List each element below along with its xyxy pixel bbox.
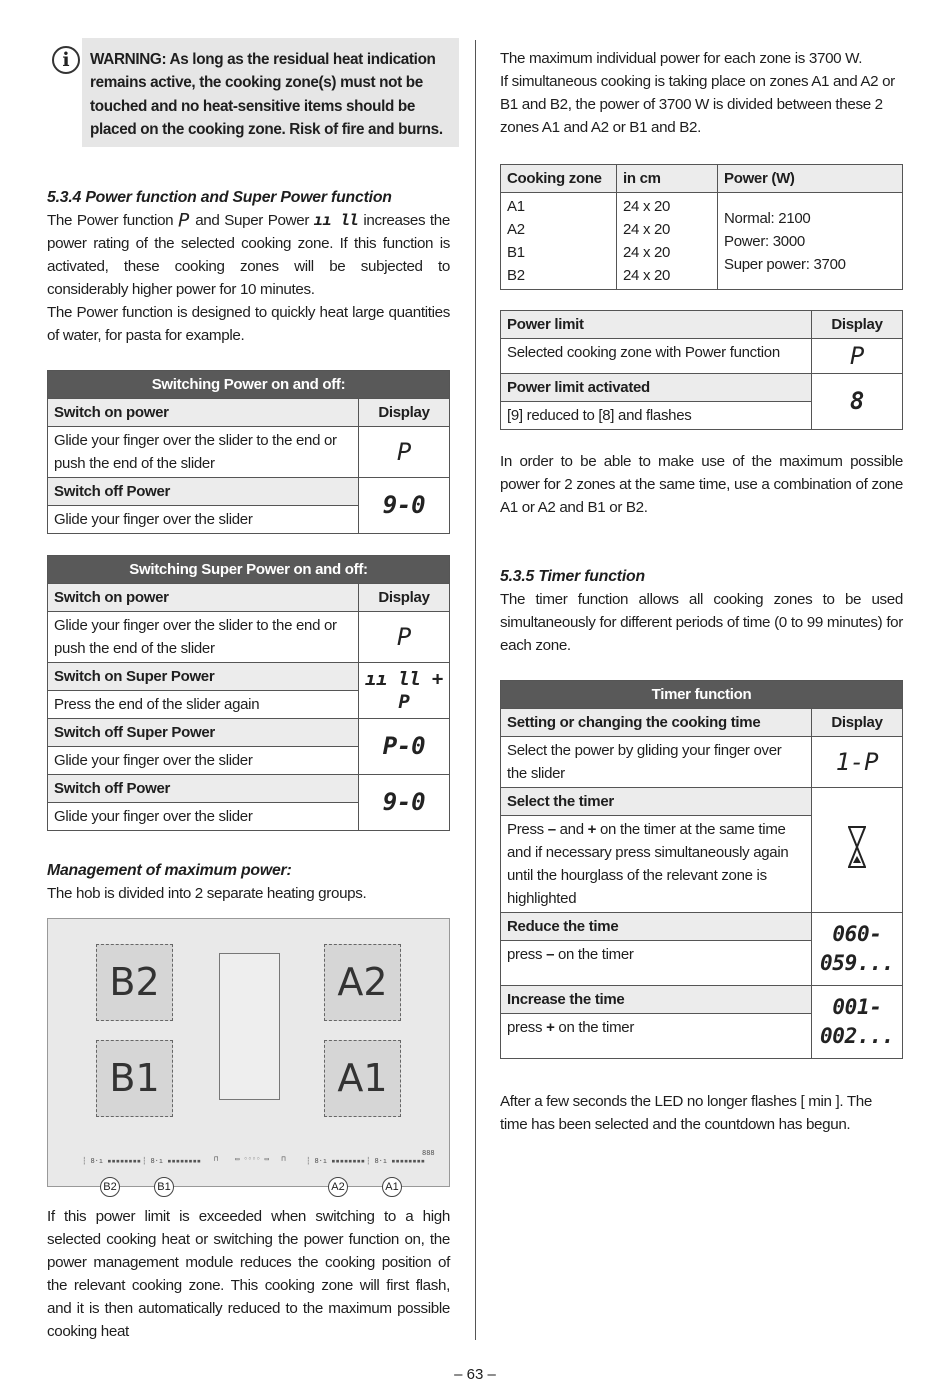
table-cell: Switch off Power (48, 775, 359, 803)
callout-b1: B1 (154, 1177, 174, 1197)
lcd-display: 060- 059... (812, 913, 903, 986)
management-text: The hob is divided into 2 separate heating groups. (47, 885, 367, 902)
table-cell: [9] reduced to [8] and flashes (501, 402, 812, 430)
table-cell: Switch off Super Power (48, 719, 359, 747)
power-list: Normal: 2100 Power: 3000 Super power: 3700 (718, 193, 903, 290)
slider-a1: ┆ 8·ı ▪▪▪▪▪▪▪▪ (366, 1157, 426, 1165)
lcd-display: ıı ll + P (359, 663, 450, 719)
table-cell: Glide your finger over the slider (48, 506, 359, 534)
power-col-header: Power (W) (718, 165, 903, 193)
timer-table (500, 680, 903, 1059)
power-symbol: P (178, 209, 191, 232)
table-cell: Reduce the time (501, 913, 812, 941)
hourglass-icon (848, 826, 866, 868)
lcd-display: 9-0 (359, 478, 450, 534)
timer-display: 888 (422, 1149, 435, 1157)
zone-a2: A2 (324, 944, 401, 1021)
table-cell: Press the end of the slider again (48, 691, 359, 719)
simultaneous-text: If simultaneous cooking is taking place on zones A1 and A2 or B1 and B2, the power of 3700 W is divided between these 2 zones A1 and A2 or B1 and B2. (500, 73, 895, 136)
power-table-col2: Display (359, 399, 450, 427)
centre-controls: ⊓ ▭ ◦◦◦◦ ▭ ⊓ (214, 1155, 286, 1163)
table-cell: Press – and + on the timer at the same time and if necessary press simultaneously again until the hourglass of the relevant zone is highlighted (501, 816, 812, 913)
table-cell: Glide your finger over the slider to the end or push the end of the slider (48, 612, 359, 663)
page-number: – 63 – (454, 1366, 496, 1383)
size-col-header: in cm (617, 165, 718, 193)
power-table-col1: Switch on power (48, 399, 359, 427)
lcd-display: P (359, 427, 450, 478)
lcd-display: P-0 (359, 719, 450, 775)
lcd-display: P (812, 339, 903, 374)
zone-list: A1 A2 B1 B2 (501, 193, 617, 290)
table-cell: Selected cooking zone with Power function (501, 339, 812, 374)
lcd-display: 9-0 (359, 775, 450, 831)
warning-text: WARNING: As long as the residual heat indication remains active, the cooking zone(s) must not be touched and no heat-sensitive items should be placed on the cooking zone. Risk of fire and burns. (90, 51, 443, 138)
power-limit-table (500, 310, 903, 430)
limit-col1: Power limit (501, 311, 812, 339)
table-cell: Power limit activated (501, 374, 812, 402)
super-table-title: Switching Super Power on and off: (48, 556, 450, 584)
callout-b2: B2 (100, 1177, 120, 1197)
super-power-symbol: ıı ll (313, 211, 359, 229)
table-cell: press + on the timer (501, 1014, 812, 1059)
table-cell: Glide your finger over the slider to the end or push the end of the slider (48, 427, 359, 478)
slider-a2: ┆ 8·ı ▪▪▪▪▪▪▪▪ (306, 1157, 366, 1165)
column-divider (475, 40, 476, 1340)
max-power-text: The maximum individual power for each zone is 3700 W. (500, 50, 863, 67)
timer-col1: Setting or changing the cooking time (501, 709, 812, 737)
table-cell: press – on the timer (501, 941, 812, 986)
power-table-title: Switching Power on and off: (48, 371, 450, 399)
centre-panel (219, 953, 280, 1100)
lcd-display: 001- 002... (812, 986, 903, 1059)
super-table-col2: Display (359, 584, 450, 612)
power-purpose-text: The Power function is designed to quickly heat large quantities of water, for pasta for example. (47, 304, 450, 345)
lcd-display: 1-P (812, 737, 903, 788)
table-cell: Glide your finger over the slider (48, 803, 359, 831)
size-list: 24 x 20 24 x 20 24 x 20 24 x 20 (617, 193, 718, 290)
table-cell: Glide your finger over the slider (48, 747, 359, 775)
section-heading-power: 5.3.4 Power function and Super Power function (47, 189, 392, 206)
info-icon: i (52, 46, 80, 74)
timer-heading: 5.3.5 Timer function (500, 568, 645, 585)
zone-a1: A1 (324, 1040, 401, 1117)
table-cell: Select the power by gliding your finger over the slider (501, 737, 812, 788)
table-cell: Increase the time (501, 986, 812, 1014)
limit-col2: Display (812, 311, 903, 339)
table-cell: Switch on Super Power (48, 663, 359, 691)
lcd-display: 8 (812, 374, 903, 430)
power-intro-text: The Power function P and Super Power ıı ll increases the power rating of the selected cooking zone. If this function is activated, these cooking zones will be subjected to considerably higher power for 10 minutes. (47, 209, 450, 299)
hob-diagram (47, 918, 450, 1187)
slider-b1: ┆ 8·ı ▪▪▪▪▪▪▪▪ (142, 1157, 202, 1165)
zone-col-header: Cooking zone (501, 165, 617, 193)
timer-col2: Display (812, 709, 903, 737)
super-power-table (47, 555, 450, 831)
management-heading: Management of maximum power: (47, 862, 292, 879)
callout-a1: A1 (382, 1177, 402, 1197)
zone-power-table (500, 164, 903, 290)
power-table (47, 370, 450, 534)
combination-text: In order to be able to make use of the maximum possible power for 2 zones at the same time, use a combination of zone A1 or A2 and B1 or B2. (500, 453, 903, 516)
warning-box (62, 38, 459, 147)
callout-a2: A2 (328, 1177, 348, 1197)
timer-intro-text: The timer function allows all cooking zones to be used simultaneously for different periods of time (0 to 99 minutes) for each zone. (500, 591, 903, 654)
timer-table-title: Timer function (501, 681, 903, 709)
power-limit-explanation: If this power limit is exceeded when switching to a high selected cooking heat or switching the power function on, the power management module reduces the cooking position of the relevant cooking zone. This cooking zone will first flash, and it is then automatically reduced to the maximum possible cooking heat (47, 1208, 450, 1340)
zone-b1: B1 (96, 1040, 173, 1117)
zone-b2: B2 (96, 944, 173, 1021)
timer-closing-text: After a few seconds the LED no longer flashes [ min ]. The time has been selected and the countdown has begun. (500, 1093, 872, 1133)
lcd-display: P (359, 612, 450, 663)
slider-b2: ┆ 8·ı ▪▪▪▪▪▪▪▪ (82, 1157, 142, 1165)
super-table-col1: Switch on power (48, 584, 359, 612)
table-cell: Switch off Power (48, 478, 359, 506)
hourglass-cell (812, 788, 903, 913)
table-cell: Select the timer (501, 788, 812, 816)
